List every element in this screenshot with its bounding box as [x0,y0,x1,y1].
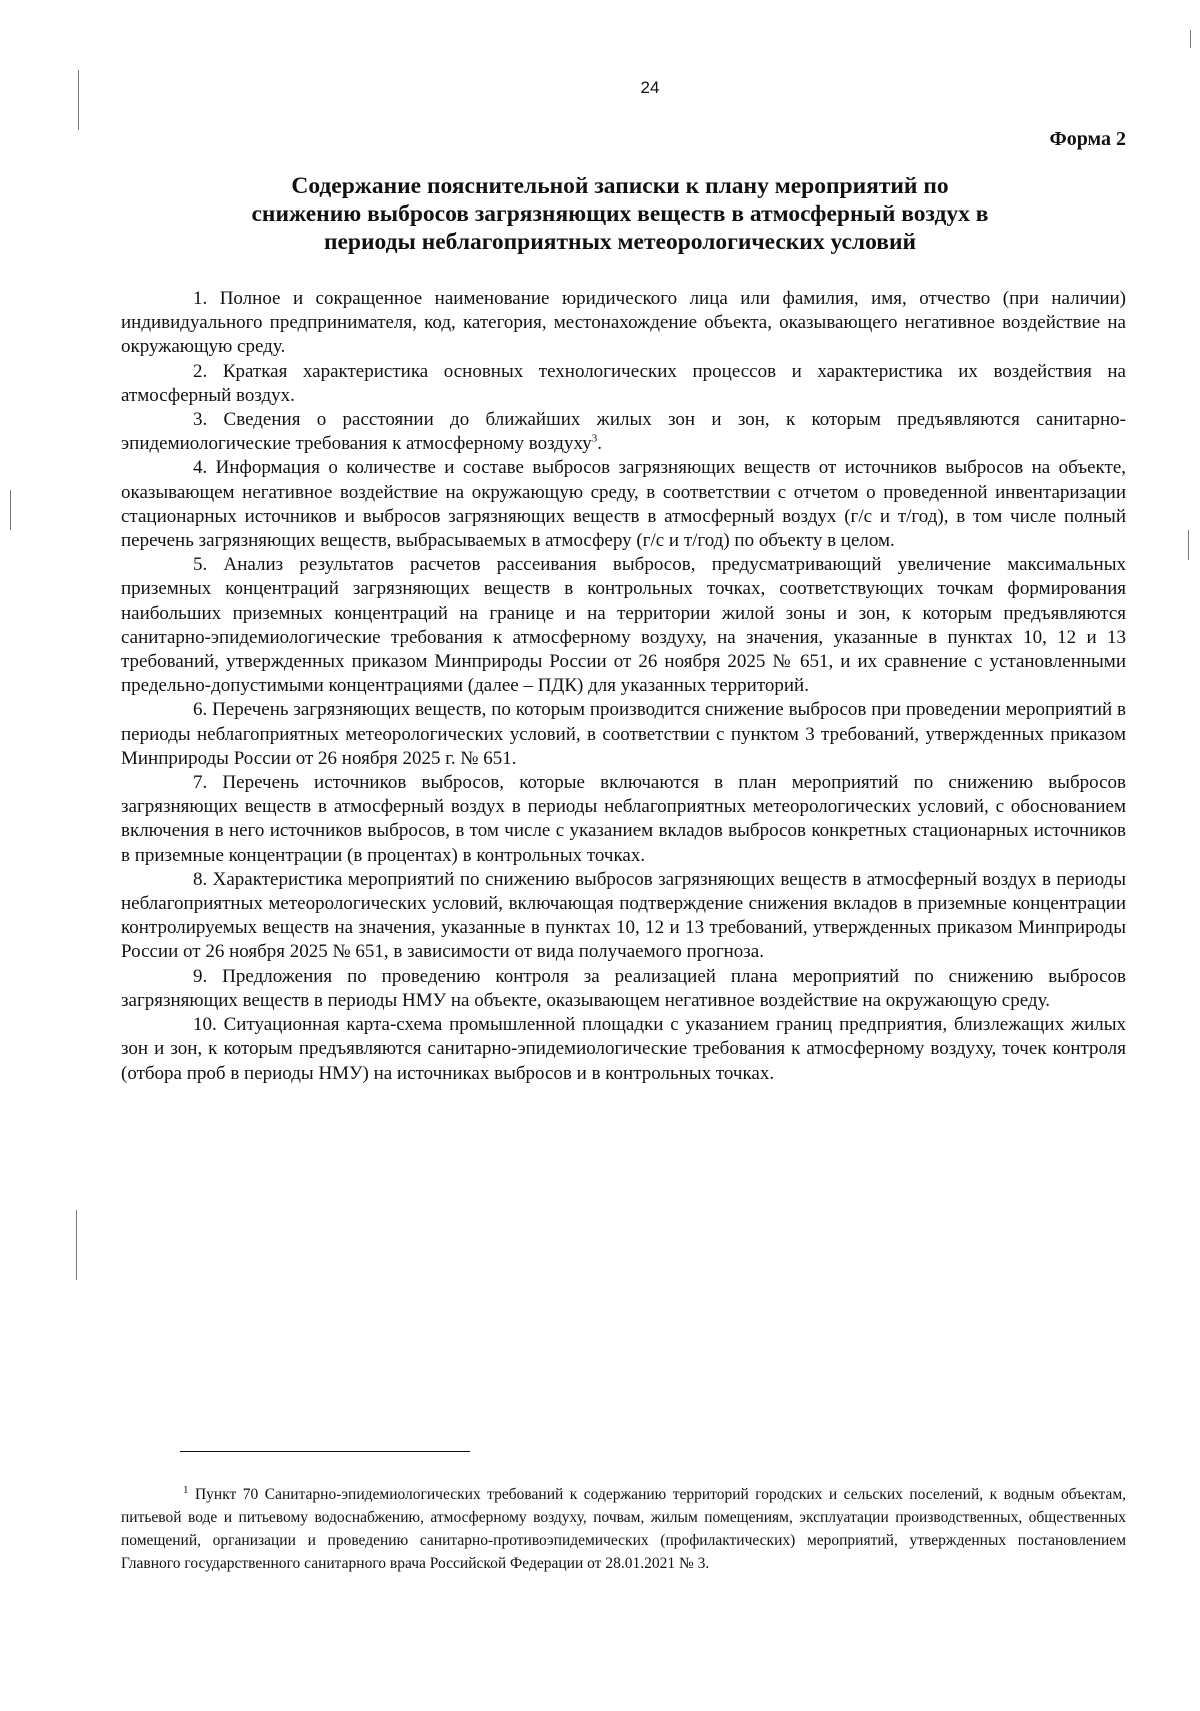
list-item-text: 3. Сведения о расстоянии до ближайших жилых зон и зон, к которым предъявляются санитарно-эпидемиологические требования к атмосферному воздуху [121,409,1126,455]
list-item-text: 9. Предложения по проведению контроля за реализацией плана мероприятий по снижению выбросов загрязняющих веществ в периоды НМУ на объекте, оказывающем негативное воздействие на окружающую среду. [121,965,1126,1011]
list-item [121,408,1126,456]
list-item [121,553,1126,698]
scan-artifact [76,1210,77,1280]
list-item-text: 8. Характеристика мероприятий по снижению выбросов загрязняющих веществ в атмосферный воздух в периоды неблагоприятных метеорологических условий, включающая подтверждение снижения вкладов в приземные концентрации контролируемых веществ на значения, указанные в пунктах 10, 12 и 13 требований, утвержденных приказом Минприроды России от 26 ноября 2025 № 651, в зависимости от вида получаемого прогноза. [121,868,1126,963]
list-item [121,868,1126,965]
list-item-tail: . [597,433,602,455]
list-item [121,1013,1126,1086]
list-item-text: 4. Информация о количестве и составе выбросов загрязняющих веществ от источников выбросов на объекте, оказывающем негативное воздействие на окружающую среду, в соответствии с отчетом о проведенной инвентаризации стационарных источников и выбросов загрязняющих веществ в атмосферный воздух (г/с и т/год), в том числе полный перечень загрязняющих веществ, выбрасываемых в атмосферу (г/с и т/год) по объекту в целом. [121,457,1126,552]
list-item-text: 7. Перечень источников выбросов, которые включаются в план мероприятий по снижению выбросов загрязняющих веществ в атмосферный воздух в периоды неблагоприятных метеорологических условий, с обоснованием включения в него источников выбросов, в том числе с указанием вкладов выбросов конкретных стационарных источников в приземные концентрации (в процентах) в контрольных точках. [121,772,1126,866]
footnote-marker: 1 [183,1483,189,1496]
form-label: Форма 2 [1049,128,1126,150]
footnote-reference: 3 [591,432,598,445]
list-item-text: 5. Анализ результатов расчетов рассеивания выбросов, предусматривающий увеличение максимальных приземных концентраций загрязняющих веществ в контрольных точках, соответствующих точкам формирования наибольших приземных концентраций на границе и на территории жилой зоны и зон, к которым предъявляются санитарно-эпидемиологические требования к атмосферному воздуху, на значения, указанные в пунктах 10, 12 и 13 требований, утвержденных приказом Минприроды России от 26 ноября 2025 № 651, и их сравнение с установленными предельно-допустимыми концентрациями (далее – ПДК) для указанных территорий. [121,554,1126,697]
footnote-divider [180,1451,470,1452]
scan-artifact [1190,30,1191,48]
list-item [121,360,1126,408]
scan-artifact [1188,530,1189,560]
page-number: 24 [640,78,660,97]
scan-artifact [78,70,79,130]
list-item-text: 2. Краткая характеристика основных технологических процессов и характеристика их воздействия на атмосферный воздух. [121,360,1126,406]
footnote [121,1483,1126,1575]
title-line: Содержание пояснительной записки к плану мероприятий по [291,173,949,199]
document-title [120,172,1120,256]
list-item [121,771,1126,868]
list-item-text: 6. Перечень загрязняющих веществ, по которым производится снижение выбросов при проведении мероприятий в периоды неблагоприятных метеорологических условий, в соответствии с пунктом 3 требований, утвержденных приказом Минприроды России от 26 ноября 2025 г. № 651. [121,699,1126,769]
list-item [121,287,1126,360]
list-item [121,965,1126,1013]
scan-artifact [10,490,11,530]
list-item [121,456,1126,553]
title-line: периоды неблагоприятных метеорологических условий [323,229,917,255]
title-line: снижению выбросов загрязняющих веществ в атмосферный воздух в [251,201,989,227]
document-body [121,287,1126,1086]
list-item [121,698,1126,771]
footnote-text: Пункт 70 Санитарно-эпидемиологических требований к содержанию территорий городских и сельских поселений, к водным объектам, питьевой воде и питьевому водоснабжению, атмосферному воздуху, почвам, жилым помещениям, эксплуатации производственных, общественных помещений, организации и проведению санитарно-противоэпидемических (профилактических) мероприятий, утвержденных постановлением Главного государственного санитарного врача Российской Федерации от 28.01.2021 № 3. [121,1486,1127,1572]
list-item-text: 1. Полное и сокращенное наименование юридического лица или фамилия, имя, отчество (при наличии) индивидуального предпринимателя, код, категория, местонахождение объекта, оказывающего негативное воздействие на окружающую среду. [121,288,1126,358]
list-item-text: 10. Ситуационная карта-схема промышленной площадки с указанием границ предприятия, близлежащих жилых зон и зон, к которым предъявляются санитарно-эпидемиологические требования к атмосферному воздуху, точек контроля (отбора проб в периоды НМУ) на источниках выбросов и в контрольных точках. [121,1014,1126,1084]
